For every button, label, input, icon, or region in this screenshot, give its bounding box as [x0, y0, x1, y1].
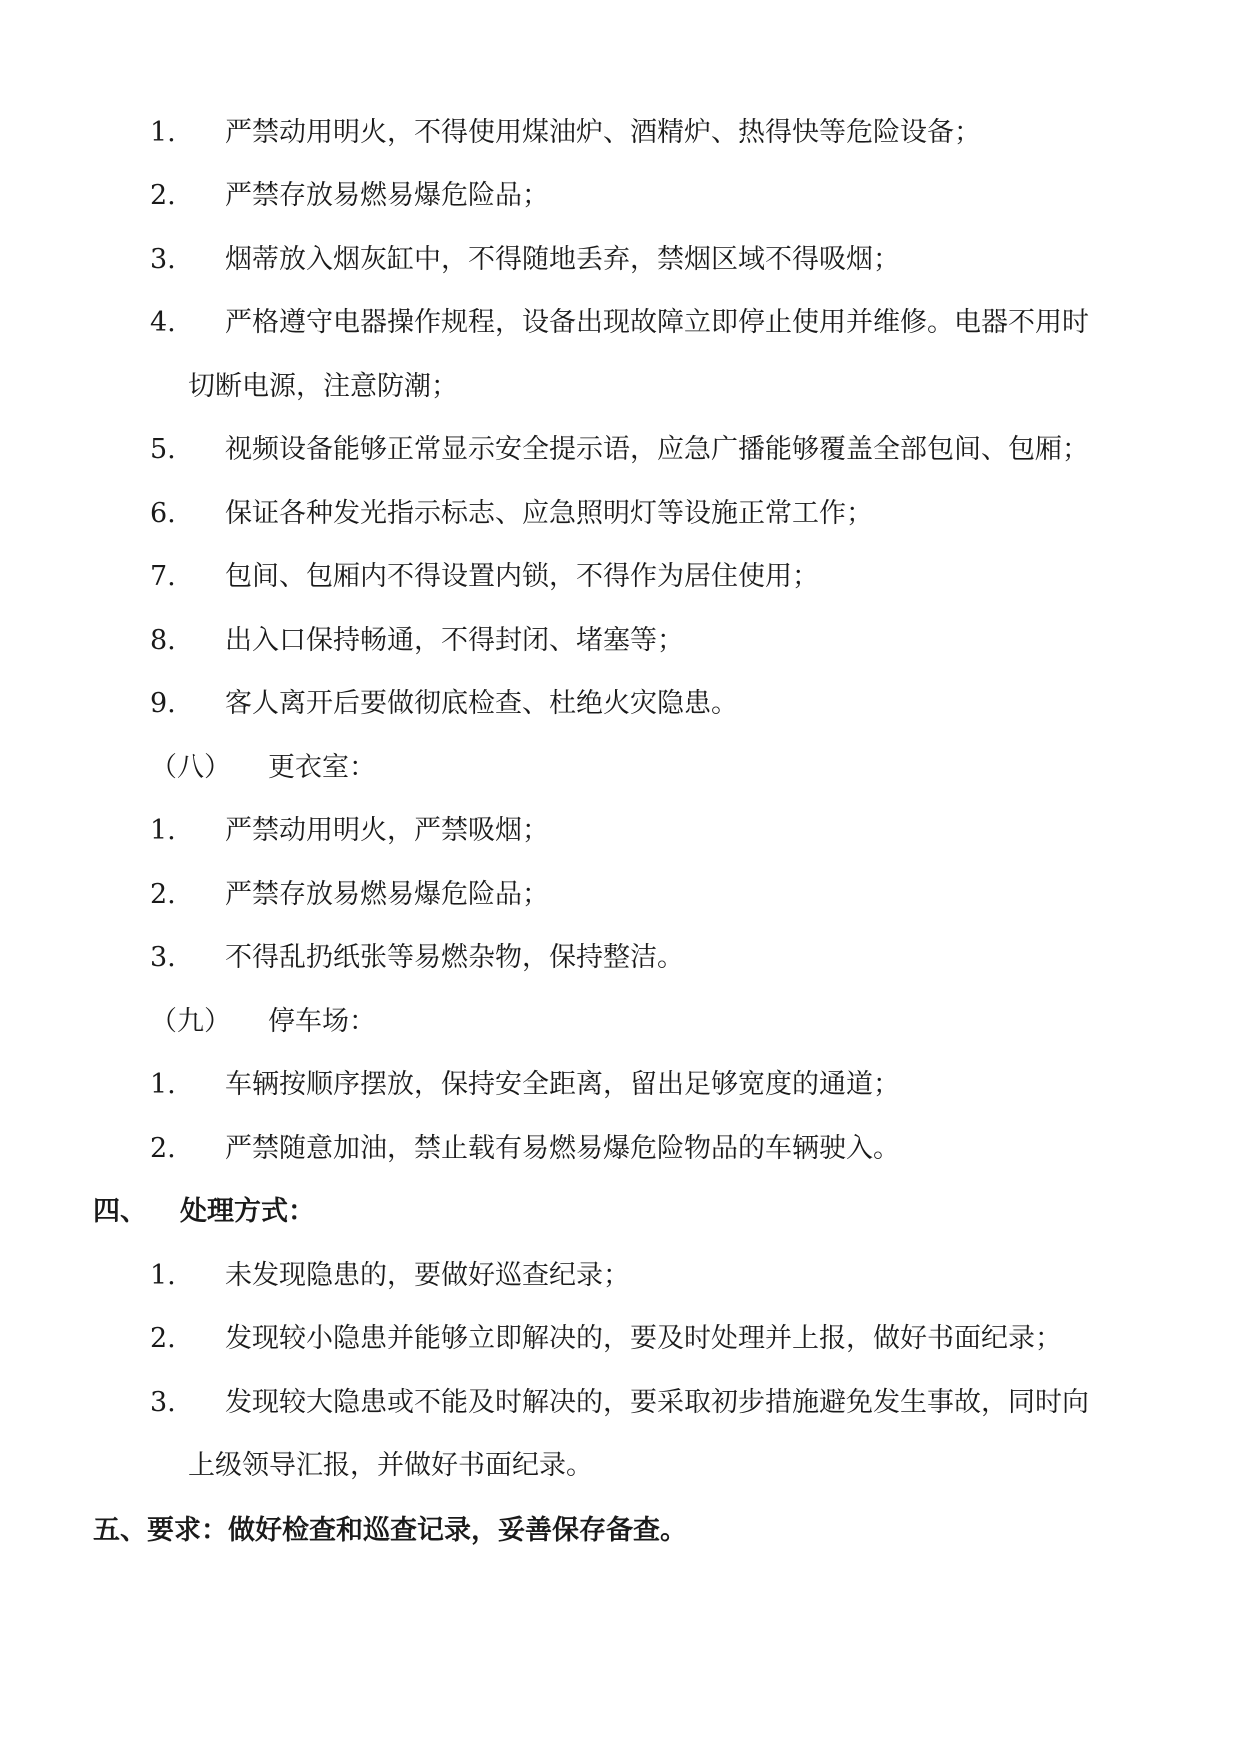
list-number: 1. — [150, 1069, 176, 1100]
list-number: 7. — [150, 561, 176, 592]
list-number: 3. — [150, 1387, 176, 1418]
list-text: 车辆按顺序摆放，保持安全距离，留出足够宽度的通道； — [225, 1069, 900, 1100]
list-number: 1. — [150, 117, 176, 148]
list-text: 严禁动用明火，严禁吸烟； — [225, 815, 549, 846]
list-text: 保证各种发光指示标志、应急照明灯等设施正常工作； — [225, 498, 873, 529]
list-number: 3. — [150, 942, 176, 973]
list-text: 视频设备能够正常显示安全提示语，应急广播能够覆盖全部包间、包厢； — [225, 434, 1089, 465]
list-text-continuation: 上级领导汇报，并做好书面纪录。 — [188, 1450, 593, 1481]
list-text: 发现较大隐患或不能及时解决的，要采取初步措施避免发生事故，同时向 — [225, 1387, 1089, 1418]
list-number: 2. — [150, 180, 176, 211]
list-text: 严禁存放易燃易爆危险品； — [225, 180, 549, 211]
list-number: 1. — [150, 1260, 176, 1291]
list-number: 8. — [150, 625, 176, 656]
list-text: 客人离开后要做彻底检查、杜绝火灾隐患。 — [225, 688, 738, 719]
list-text: 发现较小隐患并能够立即解决的，要及时处理并上报，做好书面纪录； — [225, 1323, 1062, 1354]
list-number: 3. — [150, 244, 176, 275]
section-number: 四、 — [93, 1196, 147, 1227]
list-text: 严禁随意加油，禁止载有易燃易爆危险物品的车辆驶入。 — [225, 1133, 900, 1164]
list-text: 包间、包厢内不得设置内锁，不得作为居住使用； — [225, 561, 819, 592]
subsection-title: 更衣室： — [268, 752, 376, 783]
subsection-number: （九） — [150, 1006, 231, 1037]
requirement-text: 五、要求：做好检查和巡查记录，妥善保存备查。 — [93, 1515, 687, 1546]
subsection-title: 停车场： — [268, 1006, 376, 1037]
list-text: 出入口保持畅通，不得封闭、堵塞等； — [225, 625, 684, 656]
list-text: 未发现隐患的，要做好巡查纪录； — [225, 1260, 630, 1291]
list-number: 9. — [150, 688, 176, 719]
list-text: 严格遵守电器操作规程，设备出现故障立即停止使用并维修。电器不用时 — [225, 307, 1089, 338]
list-number: 2. — [150, 879, 176, 910]
list-text: 严禁动用明火，不得使用煤油炉、酒精炉、热得快等危险设备； — [225, 117, 981, 148]
list-text: 不得乱扔纸张等易燃杂物，保持整洁。 — [225, 942, 684, 973]
list-number: 5. — [150, 434, 176, 465]
list-text: 烟蒂放入烟灰缸中，不得随地丢弃，禁烟区域不得吸烟； — [225, 244, 900, 275]
list-number: 6. — [150, 498, 176, 529]
section-title: 处理方式： — [180, 1196, 315, 1227]
list-text-continuation: 切断电源，注意防潮； — [188, 371, 458, 402]
list-number: 2. — [150, 1133, 176, 1164]
list-number: 2. — [150, 1323, 176, 1354]
subsection-number: （八） — [150, 752, 231, 783]
list-text: 严禁存放易燃易爆危险品； — [225, 879, 549, 910]
list-number: 4. — [150, 307, 176, 338]
list-number: 1. — [150, 815, 176, 846]
